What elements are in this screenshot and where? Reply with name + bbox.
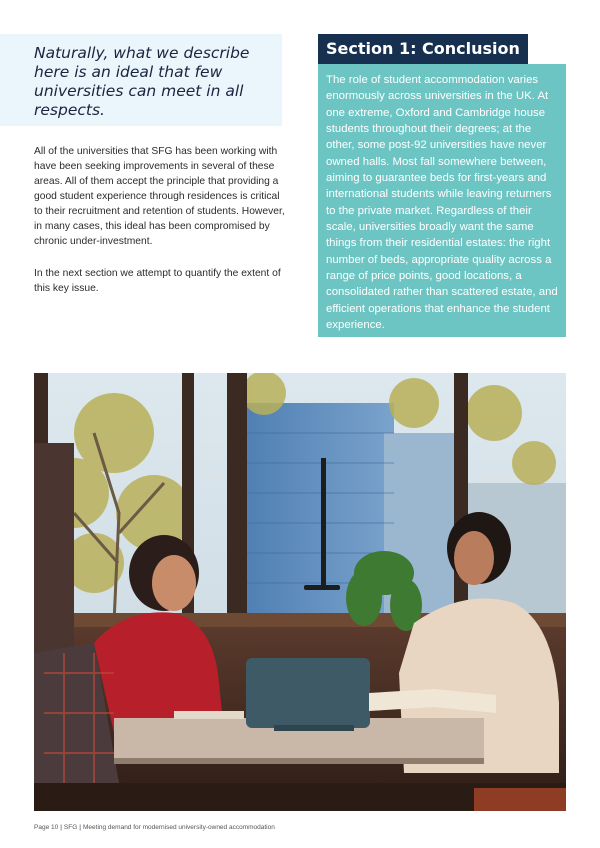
body-text [34,144,290,313]
pull-quote [0,34,282,126]
footer-org: SFG [63,824,78,831]
body-paragraph: In the next section we attempt to quantify the extent of this key issue. [34,268,281,294]
conclusion-text: The role of student accommodation varies enormously across universities in the UK. At one extreme, Oxford and Cambridge house students throughout their degrees; at the other, some post-92 universities have never owned halls. Most fall somewhere between, aiming to guarantee beds for first-years and international students while leaving returners to the private market. Regardless of their scale, universities broadly want the same things from their residential estates: the right number of beds, appropriate quality across a range of price points, good locations, a consolidated rather than scattered estate, and efficient operations that enhance the student experience. [326,74,558,332]
page-footer: Page 10 | SFG | Meeting demand for modernised university-owned accommodation [34,824,275,831]
body-paragraph: All of the universities that SFG has been working with have been seeking improvements in several of these areas. All of them accept the principle that providing a good student experience through residences is critical to their recruitment and retention of students. However, in many cases, this ideal has been compromised by chronic under-investment. [34,146,285,247]
conclusion-box [318,64,566,337]
footer-document-title: Meeting demand for modernised university-owned accommodation [83,824,275,831]
pull-quote-text: Naturally, what we describe here is an ideal that few universities can meet in all respects. [34,44,250,119]
page-number: Page 10 [34,824,59,831]
students-studying-photo [34,373,566,811]
section-title: Section 1: Conclusion [318,34,528,64]
